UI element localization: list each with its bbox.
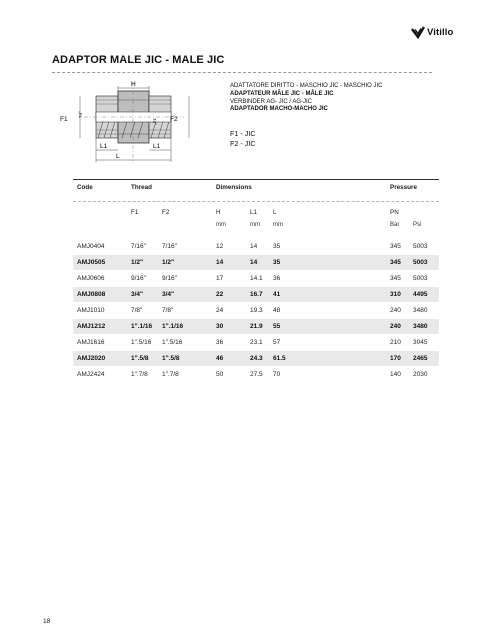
translation-line: ADAPTADOR MACHO-MACHO JIC	[230, 106, 328, 113]
cell-psi: 5003	[413, 275, 428, 282]
translation-line: ADAPTATEUR MÂLE JIC - MÂLE JIC	[230, 90, 334, 97]
unit-h: mm	[216, 222, 226, 228]
table-row	[73, 303, 439, 318]
cell-f1: 7/8"	[131, 307, 143, 314]
cell-f2: 1".5/8	[162, 355, 180, 362]
cell-h: 14	[216, 259, 224, 266]
subheader-l1: L1	[250, 209, 258, 216]
header-code: Code	[77, 184, 93, 191]
header-thread: Thread	[131, 184, 152, 191]
cell-psi: 2465	[413, 355, 428, 362]
cell-h: 22	[216, 291, 224, 298]
l1-right-label: L1	[153, 143, 161, 150]
cell-code: AMJ0404	[77, 243, 105, 250]
cell-f2: 1".7/8	[162, 371, 179, 378]
cell-bar: 170	[390, 355, 401, 362]
cell-h: 17	[216, 275, 224, 282]
subheader-f1: F1	[131, 209, 139, 216]
cell-f2: 1".1/16	[162, 323, 184, 330]
table-header-rule	[73, 201, 439, 202]
cell-l1: 14	[250, 259, 258, 266]
cell-psi: 3480	[413, 323, 428, 330]
cell-l1: 19.3	[250, 307, 263, 314]
cell-l: 41	[273, 291, 281, 298]
cell-code: AMJ0606	[77, 275, 105, 282]
cell-l1: 23.1	[250, 339, 263, 346]
h-label: H	[131, 81, 136, 88]
cell-h: 24	[216, 307, 224, 314]
table-row	[73, 271, 439, 286]
cell-bar: 240	[390, 323, 401, 330]
jic-angle-right: 74°	[152, 118, 157, 125]
translation-line: ADATTATORE DIRITTO - MASCHIO JIC - MASCHIO JIC	[230, 83, 383, 89]
cell-f1: 1/2"	[131, 259, 144, 266]
title-divider	[52, 72, 432, 73]
cell-f2: 1".5/16	[162, 339, 183, 346]
cell-code: AMJ1212	[77, 323, 106, 330]
cell-code: AMJ1616	[77, 339, 105, 346]
cell-h: 46	[216, 355, 224, 362]
cell-l: 48	[273, 307, 281, 314]
translation-line: VERBINDER AG- JIC / AG-JIC	[230, 98, 313, 105]
vitillo-logo	[411, 25, 453, 39]
cell-f1: 1".5/16	[131, 339, 152, 346]
cell-f1: 1".1/16	[131, 323, 153, 330]
header-pressure: Pressure	[390, 184, 417, 191]
port-f2-type: F2 - JIC	[230, 139, 256, 149]
cell-l1: 16.7	[250, 291, 263, 298]
cell-f2: 7/8"	[162, 307, 174, 314]
cell-code: AMJ2424	[77, 371, 105, 378]
cell-l1: 14.1	[250, 275, 263, 282]
unit-psi: Psi	[413, 222, 422, 228]
cell-f1: 1".7/8	[131, 371, 148, 378]
cell-bar: 345	[390, 259, 401, 266]
table-row	[73, 239, 439, 254]
cell-code: AMJ0505	[77, 259, 106, 266]
subheader-pn: PN	[390, 209, 399, 216]
cell-psi: 2030	[413, 371, 428, 378]
subheader-h: H	[216, 209, 221, 216]
cell-bar: 345	[390, 243, 401, 250]
unit-l: mm	[273, 222, 283, 228]
brand-name: Vitillo	[427, 26, 454, 38]
cell-f2: 7/16"	[162, 243, 177, 250]
cell-f1: 1".5/8	[131, 355, 149, 362]
subheader-f2: F2	[162, 209, 170, 216]
title-translations	[230, 83, 382, 114]
cell-f2: 9/16"	[162, 275, 177, 282]
cell-psi: 3480	[413, 307, 428, 314]
fitting-diagram	[52, 78, 202, 166]
cell-f1: 3/4"	[131, 291, 144, 298]
l-label: L	[116, 153, 120, 160]
unit-bar: Bar	[390, 222, 400, 228]
cell-l: 35	[273, 243, 281, 250]
table-row	[73, 367, 439, 382]
cell-bar: 210	[390, 339, 401, 346]
cell-l1: 27.5	[250, 371, 263, 378]
cell-psi: 5003	[413, 243, 428, 250]
cell-l: 55	[273, 323, 281, 330]
cell-h: 50	[216, 371, 224, 378]
port-legend	[230, 129, 256, 150]
header-dimensions: Dimensions	[216, 184, 252, 191]
cell-h: 36	[216, 339, 224, 346]
cell-l: 61.5	[273, 355, 286, 362]
subheader-l: L	[273, 209, 277, 216]
cell-l1: 24.3	[250, 355, 263, 362]
cell-code: AMJ1010	[77, 307, 105, 314]
page-title: ADAPTOR MALE JIC - MALE JIC	[52, 54, 225, 66]
page-number: 18	[43, 618, 51, 625]
jic-angle-left: 74°	[78, 111, 83, 118]
cell-l: 36	[273, 275, 281, 282]
cell-psi: 3045	[413, 339, 428, 346]
cell-bar: 310	[390, 291, 401, 298]
cell-psi: 5003	[413, 259, 428, 266]
cell-l: 57	[273, 339, 281, 346]
cell-bar: 345	[390, 275, 401, 282]
cell-l: 35	[273, 259, 281, 266]
f1-label: F1	[60, 116, 68, 123]
cell-code: AMJ2020	[77, 355, 106, 362]
cell-psi: 4495	[413, 291, 428, 298]
cell-f1: 9/16"	[131, 275, 146, 282]
port-f1-type: F1 - JIC	[230, 129, 256, 138]
table-row	[73, 335, 439, 350]
cell-l1: 14	[250, 243, 258, 250]
cell-l: 70	[273, 371, 281, 378]
table-row	[73, 351, 439, 366]
table-top-rule	[73, 179, 439, 180]
cell-l1: 21.9	[250, 323, 263, 330]
cell-h: 12	[216, 243, 224, 250]
cell-f1: 7/16"	[131, 243, 146, 250]
cell-code: AMJ0808	[77, 291, 106, 298]
vitillo-chevron-logo-icon	[411, 25, 425, 39]
cell-h: 30	[216, 323, 224, 330]
cell-f2: 1/2"	[162, 259, 175, 266]
table-header	[73, 184, 439, 196]
table-row	[73, 255, 439, 270]
table-row	[73, 287, 439, 302]
cell-bar: 140	[390, 371, 401, 378]
cell-f2: 3/4"	[162, 291, 175, 298]
cell-bar: 240	[390, 307, 401, 314]
table-row	[73, 319, 439, 334]
f2-label: F2	[170, 116, 178, 123]
unit-l1: mm	[250, 222, 260, 228]
l1-left-label: L1	[100, 143, 108, 150]
